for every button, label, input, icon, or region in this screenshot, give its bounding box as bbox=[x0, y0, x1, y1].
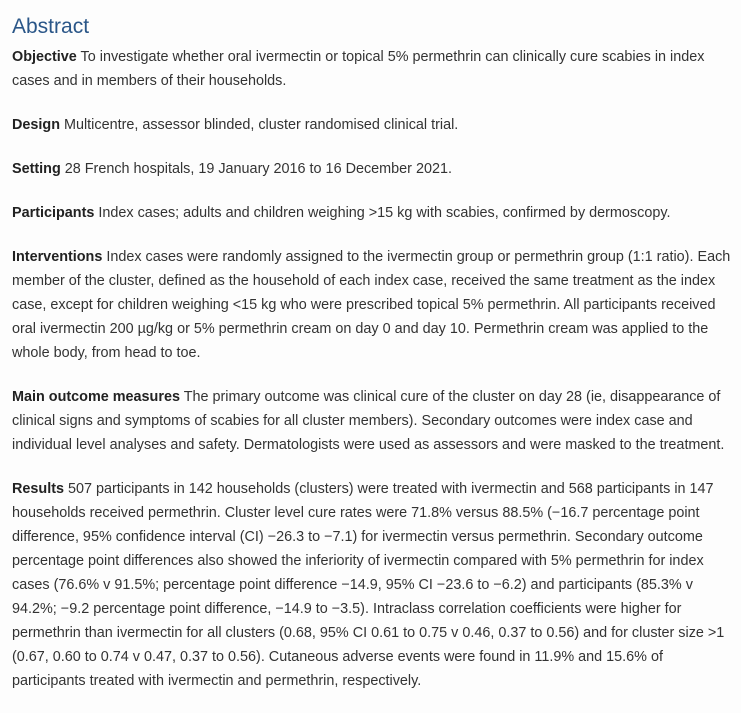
section-label: Participants bbox=[12, 205, 95, 221]
section-label: Interventions bbox=[12, 249, 103, 265]
section-text: The primary outcome was clinical cure of the cluster on day 28 (ie, disappearance of clinical signs and symptoms of scabies for all cluster members). Secondary outcomes were index case and individual level analyses and safety. Dermatologists were used as assessors and were masked to the treatment. bbox=[12, 389, 725, 453]
section-label: Setting bbox=[12, 161, 61, 177]
section-design bbox=[12, 113, 734, 137]
section-text: To investigate whether oral ivermectin or topical 5% permethrin can clinically cure scabies in index cases and in members of their households. bbox=[12, 49, 705, 89]
abstract-container bbox=[12, 14, 734, 713]
abstract-heading: Abstract bbox=[12, 15, 90, 38]
section-label: Results bbox=[12, 481, 64, 497]
section-main-outcome-measures bbox=[12, 385, 734, 457]
section-interventions bbox=[12, 245, 734, 365]
section-setting bbox=[12, 157, 734, 181]
section-results bbox=[12, 477, 734, 693]
section-text: 507 participants in 142 households (clusters) were treated with ivermectin and 568 participants in 147 households received permethrin. Cluster level cure rates were 71.8% versus 88.5% (−16.7 percentage point difference, 95% confidence interval (CI) −26.3 to −7.1) for ivermectin versus permethrin. Secondary outcome percentage point differences also showed the inferiority of ivermectin compared with 5% permethrin for index cases (76.6% v 91.5%; percentage point difference −14.9, 95% CI −23.6 to −6.2) and participants (85.3% v 94.2%; −9.2 percentage point difference, −14.9 to −3.5). Intraclass correlation coefficients were higher for permethrin than ivermectin for all clusters (0.68, 95% CI 0.61 to 0.75 v 0.46, 0.37 to 0.56) and for cluster size >1 (0.67, 0.60 to 0.74 v 0.47, 0.37 to 0.56). Cutaneous adverse events were found in 11.9% and 15.6% of participants treated with ivermectin and permethrin, respectively. bbox=[12, 481, 725, 689]
section-label: Objective bbox=[12, 49, 77, 65]
section-objective bbox=[12, 45, 734, 93]
section-label: Design bbox=[12, 117, 60, 133]
section-text: Multicentre, assessor blinded, cluster randomised clinical trial. bbox=[63, 117, 459, 133]
section-label: Main outcome measures bbox=[12, 389, 180, 405]
section-text: Index cases; adults and children weighing >15 kg with scabies, confirmed by dermoscopy. bbox=[98, 205, 671, 221]
section-text: Index cases were randomly assigned to the ivermectin group or permethrin group (1:1 ratio). Each member of the cluster, defined as the household of each index case, received the same treatment as the index case, except for children weighing <15 kg who were prescribed topical 5% permethrin. All participants received oral ivermectin 200 µg/kg or 5% permethrin cream on day 0 and day 10. Permethrin cream was applied to the whole body, from head to toe. bbox=[12, 249, 731, 361]
section-text: 28 French hospitals, 19 January 2016 to 16 December 2021. bbox=[64, 161, 452, 177]
section-participants bbox=[12, 201, 734, 225]
